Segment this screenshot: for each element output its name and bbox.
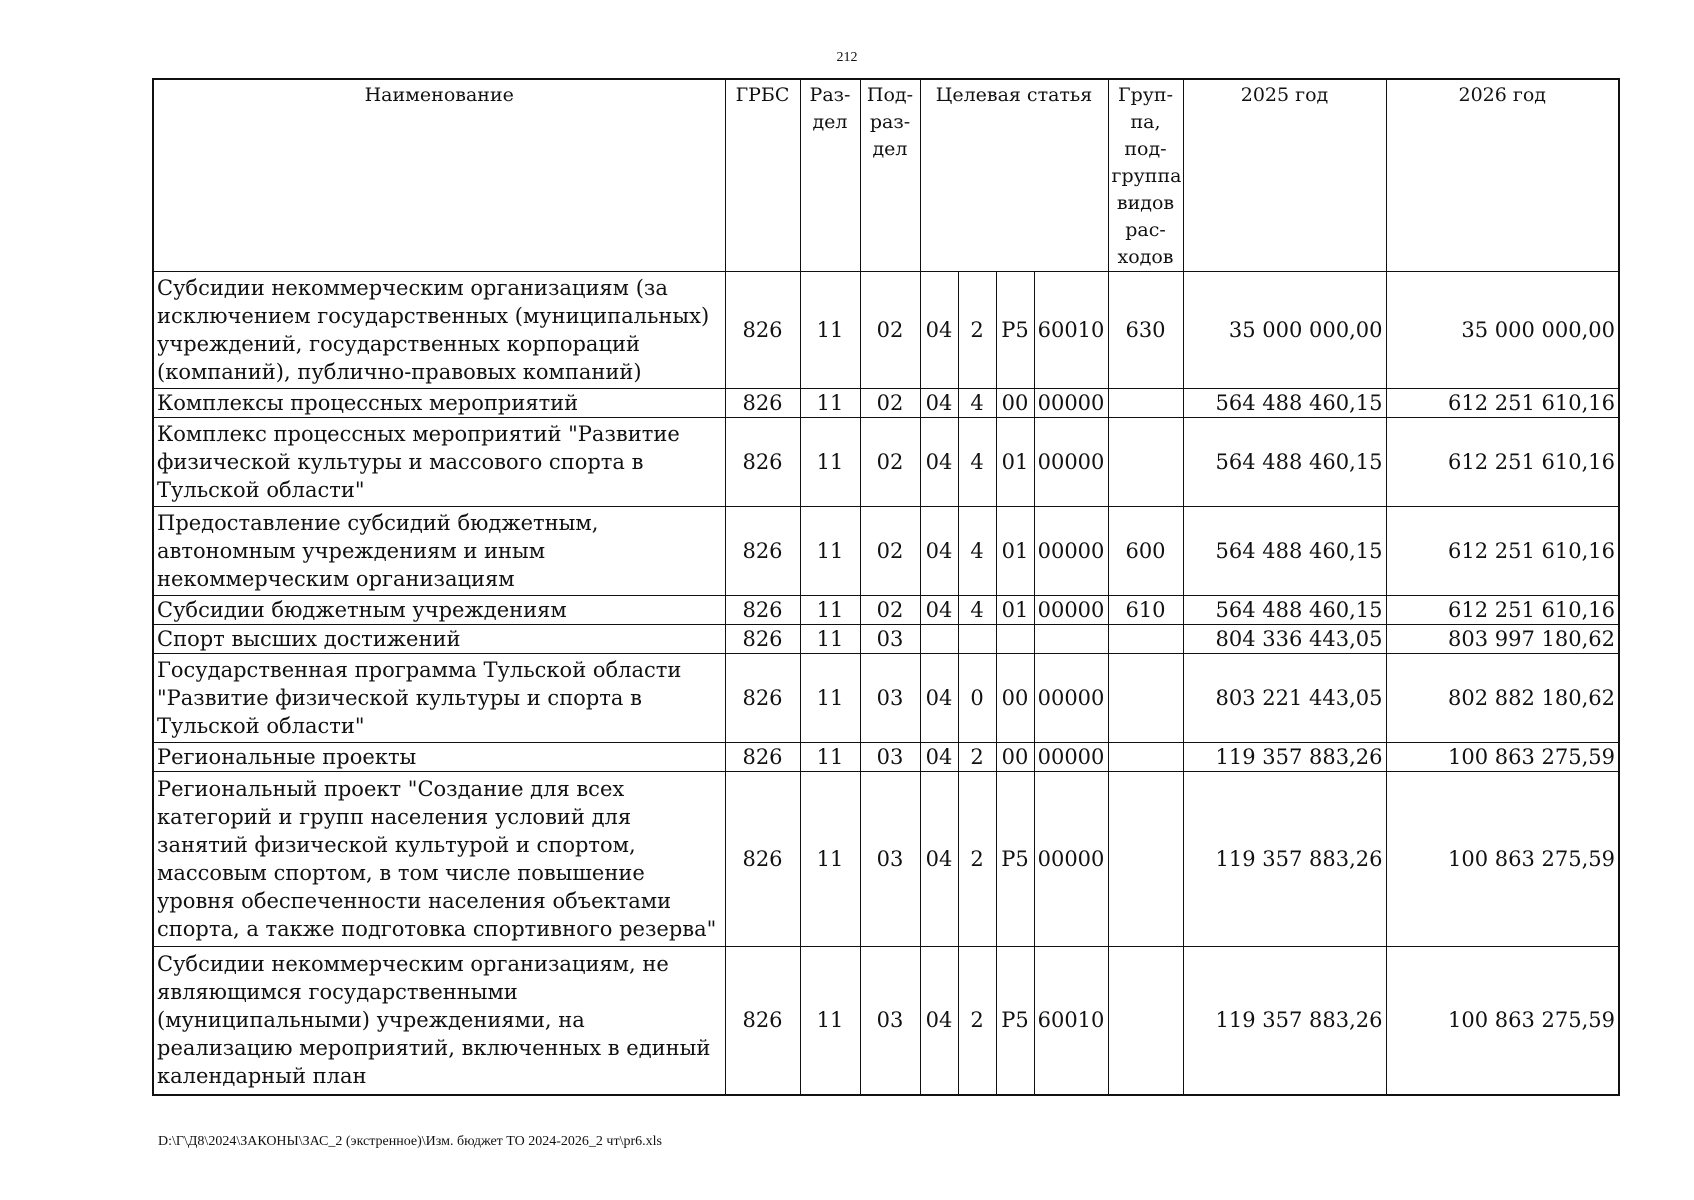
row-cs-1: 04 (920, 389, 958, 418)
row-podrazdel: 02 (860, 272, 920, 389)
row-cs-4: 00000 (1034, 596, 1108, 625)
header-2025: 2025 год (1183, 79, 1386, 272)
header-2026: 2026 год (1386, 79, 1619, 272)
row-2025: 119 357 883,26 (1183, 743, 1386, 772)
row-grbs: 826 (725, 389, 800, 418)
table-row (153, 596, 1619, 625)
row-cs-1: 04 (920, 947, 958, 1095)
row-razdel: 11 (800, 418, 860, 507)
row-name: Комплексы процессных мероприятий (153, 389, 725, 418)
row-2026: 612 251 610,16 (1386, 507, 1619, 596)
table-row (153, 947, 1619, 1095)
row-vid-rashodov (1108, 654, 1183, 743)
row-2026: 612 251 610,16 (1386, 418, 1619, 507)
row-razdel: 11 (800, 272, 860, 389)
row-2026: 100 863 275,59 (1386, 947, 1619, 1095)
row-cs-2: 2 (958, 772, 996, 947)
row-grbs: 826 (725, 507, 800, 596)
row-cs-1: 04 (920, 596, 958, 625)
table-row (153, 418, 1619, 507)
row-2026: 612 251 610,16 (1386, 389, 1619, 418)
header-razdel: Раз- дел (800, 79, 860, 272)
row-2025: 564 488 460,15 (1183, 418, 1386, 507)
row-2025: 119 357 883,26 (1183, 947, 1386, 1095)
row-grbs: 826 (725, 654, 800, 743)
row-grbs: 826 (725, 947, 800, 1095)
row-vid-rashodov (1108, 772, 1183, 947)
row-razdel: 11 (800, 625, 860, 654)
row-2026: 802 882 180,62 (1386, 654, 1619, 743)
table-row (153, 389, 1619, 418)
header-podrazdel: Под- раз- дел (860, 79, 920, 272)
row-cs-3: 00 (996, 654, 1034, 743)
row-name: Государственная программа Тульской области "Развитие физической культуры и спорта в Тульской области" (153, 654, 725, 743)
row-cs-1: 04 (920, 507, 958, 596)
header-grbs: ГРБС (725, 79, 800, 272)
row-razdel: 11 (800, 654, 860, 743)
row-2026: 803 997 180,62 (1386, 625, 1619, 654)
row-cs-4: 00000 (1034, 654, 1108, 743)
row-cs-1: 04 (920, 743, 958, 772)
budget-table (152, 78, 1620, 1096)
row-cs-4: 00000 (1034, 418, 1108, 507)
row-name: Предоставление субсидий бюджетным, автономным учреждениям и иным некоммерческим организациям (153, 507, 725, 596)
row-razdel: 11 (800, 772, 860, 947)
table-row (153, 654, 1619, 743)
row-grbs: 826 (725, 743, 800, 772)
table-row (153, 625, 1619, 654)
row-razdel: 11 (800, 507, 860, 596)
row-cs-1 (920, 625, 958, 654)
row-cs-4: 00000 (1034, 507, 1108, 596)
row-cs-3: 01 (996, 596, 1034, 625)
row-podrazdel: 03 (860, 743, 920, 772)
row-grbs: 826 (725, 272, 800, 389)
row-podrazdel: 02 (860, 596, 920, 625)
row-vid-rashodov (1108, 389, 1183, 418)
row-razdel: 11 (800, 596, 860, 625)
row-name: Комплекс процессных мероприятий "Развитие физической культуры и массового спорта в Тульской области" (153, 418, 725, 507)
row-cs-2: 4 (958, 596, 996, 625)
row-2025: 35 000 000,00 (1183, 272, 1386, 389)
file-path-footer: D:\Г\Д8\2024\ЗАКОНЫ\ЗАС_2 (экстренное)\Изм. бюджет ТО 2024-2026_2 чт\pr6.xls (158, 1134, 662, 1149)
row-2025: 804 336 443,05 (1183, 625, 1386, 654)
row-cs-2: 4 (958, 418, 996, 507)
row-razdel: 11 (800, 947, 860, 1095)
row-cs-4: 60010 (1034, 272, 1108, 389)
row-cs-2: 4 (958, 389, 996, 418)
row-cs-2: 4 (958, 507, 996, 596)
table-row (153, 507, 1619, 596)
row-podrazdel: 03 (860, 772, 920, 947)
row-2026: 612 251 610,16 (1386, 596, 1619, 625)
row-cs-4: 00000 (1034, 772, 1108, 947)
row-podrazdel: 03 (860, 654, 920, 743)
row-podrazdel: 02 (860, 389, 920, 418)
row-2025: 119 357 883,26 (1183, 772, 1386, 947)
row-cs-3: 01 (996, 507, 1034, 596)
row-razdel: 11 (800, 389, 860, 418)
row-cs-3: Р5 (996, 272, 1034, 389)
row-grbs: 826 (725, 772, 800, 947)
row-cs-1: 04 (920, 654, 958, 743)
row-name: Региональный проект "Создание для всех категорий и групп населения условий для занятий физической культурой и спортом, массовым спортом, в том числе повышение уровня обеспеченности населения объектами спорта, а также подготовка спортивного резерва" (153, 772, 725, 947)
row-2025: 803 221 443,05 (1183, 654, 1386, 743)
row-vid-rashodov: 610 (1108, 596, 1183, 625)
table-row (153, 772, 1619, 947)
row-2025: 564 488 460,15 (1183, 507, 1386, 596)
row-cs-1: 04 (920, 272, 958, 389)
row-2026: 100 863 275,59 (1386, 772, 1619, 947)
table-row (153, 743, 1619, 772)
row-grbs: 826 (725, 625, 800, 654)
row-cs-4: 60010 (1034, 947, 1108, 1095)
header-vid-rashodov: Груп- па, под- группа видов рас- ходов (1108, 79, 1183, 272)
row-cs-2: 0 (958, 654, 996, 743)
row-podrazdel: 03 (860, 625, 920, 654)
table-row (153, 272, 1619, 389)
row-grbs: 826 (725, 596, 800, 625)
row-cs-3: Р5 (996, 772, 1034, 947)
row-name: Субсидии бюджетным учреждениям (153, 596, 725, 625)
row-cs-3: 00 (996, 389, 1034, 418)
row-2025: 564 488 460,15 (1183, 389, 1386, 418)
table-header-row (153, 79, 1619, 272)
header-celevaya-statya: Целевая статья (920, 79, 1108, 272)
page-number: 212 (836, 50, 858, 65)
row-cs-3: 00 (996, 743, 1034, 772)
row-cs-1: 04 (920, 772, 958, 947)
row-name: Субсидии некоммерческим организациям, не являющимся государственными (муниципальными) учреждениями, на реализацию мероприятий, включенных в единый календарный план (153, 947, 725, 1095)
row-vid-rashodov: 630 (1108, 272, 1183, 389)
row-cs-2 (958, 625, 996, 654)
row-2026: 35 000 000,00 (1386, 272, 1619, 389)
row-cs-3 (996, 625, 1034, 654)
row-podrazdel: 02 (860, 507, 920, 596)
row-cs-3: 01 (996, 418, 1034, 507)
row-cs-2: 2 (958, 947, 996, 1095)
row-podrazdel: 03 (860, 947, 920, 1095)
row-name: Региональные проекты (153, 743, 725, 772)
row-2026: 100 863 275,59 (1386, 743, 1619, 772)
row-grbs: 826 (725, 418, 800, 507)
row-cs-2: 2 (958, 743, 996, 772)
row-cs-4 (1034, 625, 1108, 654)
row-vid-rashodov (1108, 418, 1183, 507)
row-vid-rashodov (1108, 947, 1183, 1095)
row-vid-rashodov: 600 (1108, 507, 1183, 596)
row-name: Субсидии некоммерческим организациям (за исключением государственных (муниципальных) учреждений, государственных корпораций (компаний), публично-правовых компаний) (153, 272, 725, 389)
row-cs-1: 04 (920, 418, 958, 507)
row-cs-3: Р5 (996, 947, 1034, 1095)
row-podrazdel: 02 (860, 418, 920, 507)
header-name: Наименование (153, 79, 725, 272)
row-razdel: 11 (800, 743, 860, 772)
row-vid-rashodov (1108, 625, 1183, 654)
row-2025: 564 488 460,15 (1183, 596, 1386, 625)
row-name: Спорт высших достижений (153, 625, 725, 654)
row-cs-4: 00000 (1034, 743, 1108, 772)
row-vid-rashodov (1108, 743, 1183, 772)
row-cs-2: 2 (958, 272, 996, 389)
row-cs-4: 00000 (1034, 389, 1108, 418)
